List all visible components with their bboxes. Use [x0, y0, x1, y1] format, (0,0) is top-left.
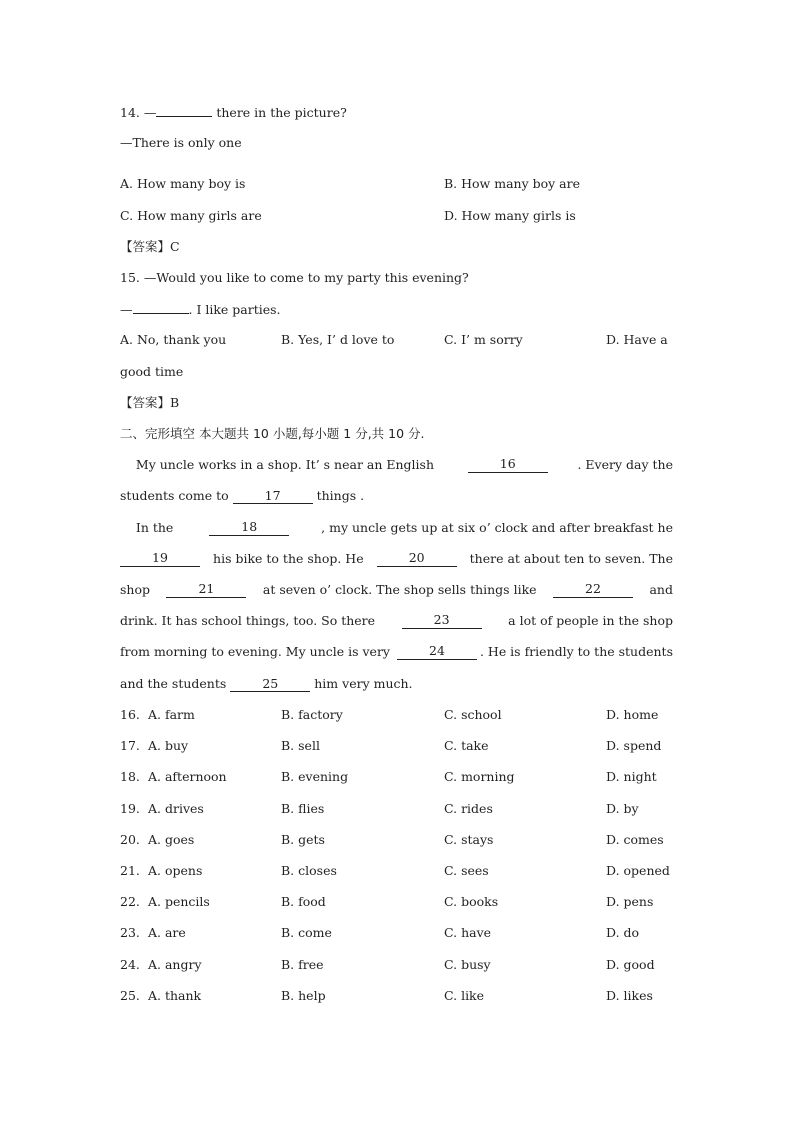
q15-option-continuation: good time: [120, 364, 184, 379]
option-c: C. stays: [444, 831, 494, 847]
option-d: D. good: [606, 956, 655, 972]
q15-option-a: A. No, thank you: [120, 332, 227, 347]
option-b: B. closes: [281, 863, 337, 878]
q14-dash: —: [143, 105, 157, 120]
answer-label: 【答案】: [120, 395, 171, 410]
blank-19: 19: [120, 551, 200, 567]
option-c: C. rides: [444, 800, 493, 816]
passage-text: a lot of people in the shop: [504, 613, 673, 628]
option-d: D. home: [606, 707, 659, 722]
passage-text: In the: [120, 520, 178, 535]
option-b: B. factory: [281, 707, 343, 722]
passage-line: [120, 613, 673, 629]
option-d: D. night: [606, 769, 657, 785]
passage-line: [120, 582, 673, 598]
q15-option-b: B. Yes, I’ d love to: [281, 332, 395, 347]
option-b: B. free: [281, 956, 324, 972]
q15-dash: —: [120, 302, 133, 317]
q14-option-b: B. How many boy are: [444, 176, 581, 191]
blank-17: 17: [233, 489, 313, 504]
q15-reply-text: . I like parties.: [188, 302, 281, 317]
blank-22: 22: [553, 582, 633, 598]
passage-text: at seven o’ clock. The shop sells things like: [258, 582, 541, 597]
q15-blank: [133, 301, 189, 314]
blank-23: 23: [402, 613, 482, 629]
option-b: B. evening: [281, 769, 349, 785]
option-c: C. like: [444, 987, 485, 1003]
blank-25: 25: [230, 677, 310, 692]
option-number: 17.: [120, 738, 140, 754]
option-c: C. school: [444, 707, 502, 722]
q14-number: 14.: [120, 105, 140, 120]
option-a: A. pencils: [148, 894, 210, 910]
q14-option-c: C. How many girls are: [120, 208, 262, 223]
option-a: A. afternoon: [148, 769, 227, 785]
option-d: D. comes: [606, 831, 664, 847]
passage-line: [120, 644, 673, 660]
passage-text: drink. It has school things, too. So there: [120, 613, 380, 628]
passage-text: his bike to the shop. He: [209, 551, 368, 566]
q14-blank: [156, 104, 212, 117]
answer-value: B: [170, 395, 180, 410]
q14-answer: [120, 239, 180, 255]
option-a: A. opens: [148, 863, 203, 878]
option-number: 18.: [120, 769, 140, 785]
blank-24: 24: [397, 644, 477, 660]
passage-text: him very much.: [310, 676, 413, 691]
option-a: A. drives: [148, 800, 204, 816]
q15-option-d: D. Have a: [606, 332, 668, 347]
blank-21: 21: [166, 582, 246, 598]
option-c: C. have: [444, 925, 492, 941]
answer-label: 【答案】: [120, 239, 171, 254]
passage-line: [120, 676, 413, 692]
passage-line: [120, 551, 673, 567]
option-a: A. angry: [148, 956, 202, 972]
q15-option-c: C. I’ m sorry: [444, 332, 523, 347]
passage-line: [120, 520, 673, 536]
passage-text: students come to: [120, 488, 233, 503]
answer-value: C: [170, 239, 180, 254]
passage-text: . He is friendly to the students: [479, 644, 673, 659]
option-c: C. sees: [444, 863, 489, 878]
option-a: A. are: [148, 925, 186, 941]
passage-text: My uncle works in a shop. It’ s near an English: [120, 457, 438, 472]
option-c: C. busy: [444, 956, 491, 972]
option-number: 16.: [120, 707, 140, 722]
q15-stem: 15. —Would you like to come to my party this evening?: [120, 270, 469, 285]
option-number: 19.: [120, 800, 140, 816]
option-a: A. goes: [148, 831, 195, 847]
passage-line: [120, 457, 673, 473]
option-a: A. buy: [148, 738, 189, 754]
option-a: A. thank: [148, 987, 202, 1003]
passage-text: . Every day the: [577, 457, 673, 472]
option-c: C. take: [444, 738, 489, 754]
q14-stem: [120, 104, 347, 121]
option-d: D. spend: [606, 738, 662, 754]
option-c: C. books: [444, 894, 499, 910]
option-b: B. help: [281, 987, 326, 1003]
option-d: D. likes: [606, 987, 653, 1003]
option-b: B. flies: [281, 800, 325, 816]
option-number: 23.: [120, 925, 140, 941]
passage-text: , my uncle gets up at six o’ clock and after breakfast he: [321, 520, 673, 535]
option-c: C. morning: [444, 769, 515, 785]
option-number: 21.: [120, 863, 140, 878]
q14-option-a: A. How many boy is: [120, 176, 246, 191]
option-d: D. pens: [606, 894, 654, 910]
option-d: D. do: [606, 925, 640, 941]
blank-20: 20: [377, 551, 457, 567]
section-heading: 二、完形填空 本大题共 10 小题,每小题 1 分,共 10 分.: [120, 426, 425, 441]
option-b: B. sell: [281, 738, 320, 754]
q15-answer: [120, 395, 179, 411]
q14-option-d: D. How many girls is: [444, 208, 576, 223]
option-b: B. food: [281, 894, 326, 910]
blank-18: 18: [209, 520, 289, 536]
option-b: B. gets: [281, 831, 325, 847]
option-d: D. opened: [606, 863, 670, 878]
option-number: 22.: [120, 894, 140, 910]
q14-stem-text: there in the picture?: [216, 105, 347, 120]
q15-reply: [120, 301, 281, 318]
blank-16: 16: [468, 457, 548, 473]
option-number: 25.: [120, 987, 140, 1003]
option-b: B. come: [281, 925, 332, 941]
passage-text: there at about ten to seven. The: [465, 551, 673, 566]
passage-line: [120, 488, 364, 504]
passage-text: shop: [120, 582, 154, 597]
q14-reply: —There is only one: [120, 135, 242, 150]
option-a: A. farm: [148, 707, 195, 722]
option-number: 20.: [120, 831, 140, 847]
passage-text: and: [645, 582, 673, 597]
passage-text: things .: [312, 488, 365, 503]
option-number: 24.: [120, 956, 140, 972]
option-d: D. by: [606, 800, 639, 816]
passage-text: from morning to evening. My uncle is very: [120, 644, 394, 659]
passage-text: and the students: [120, 676, 231, 691]
